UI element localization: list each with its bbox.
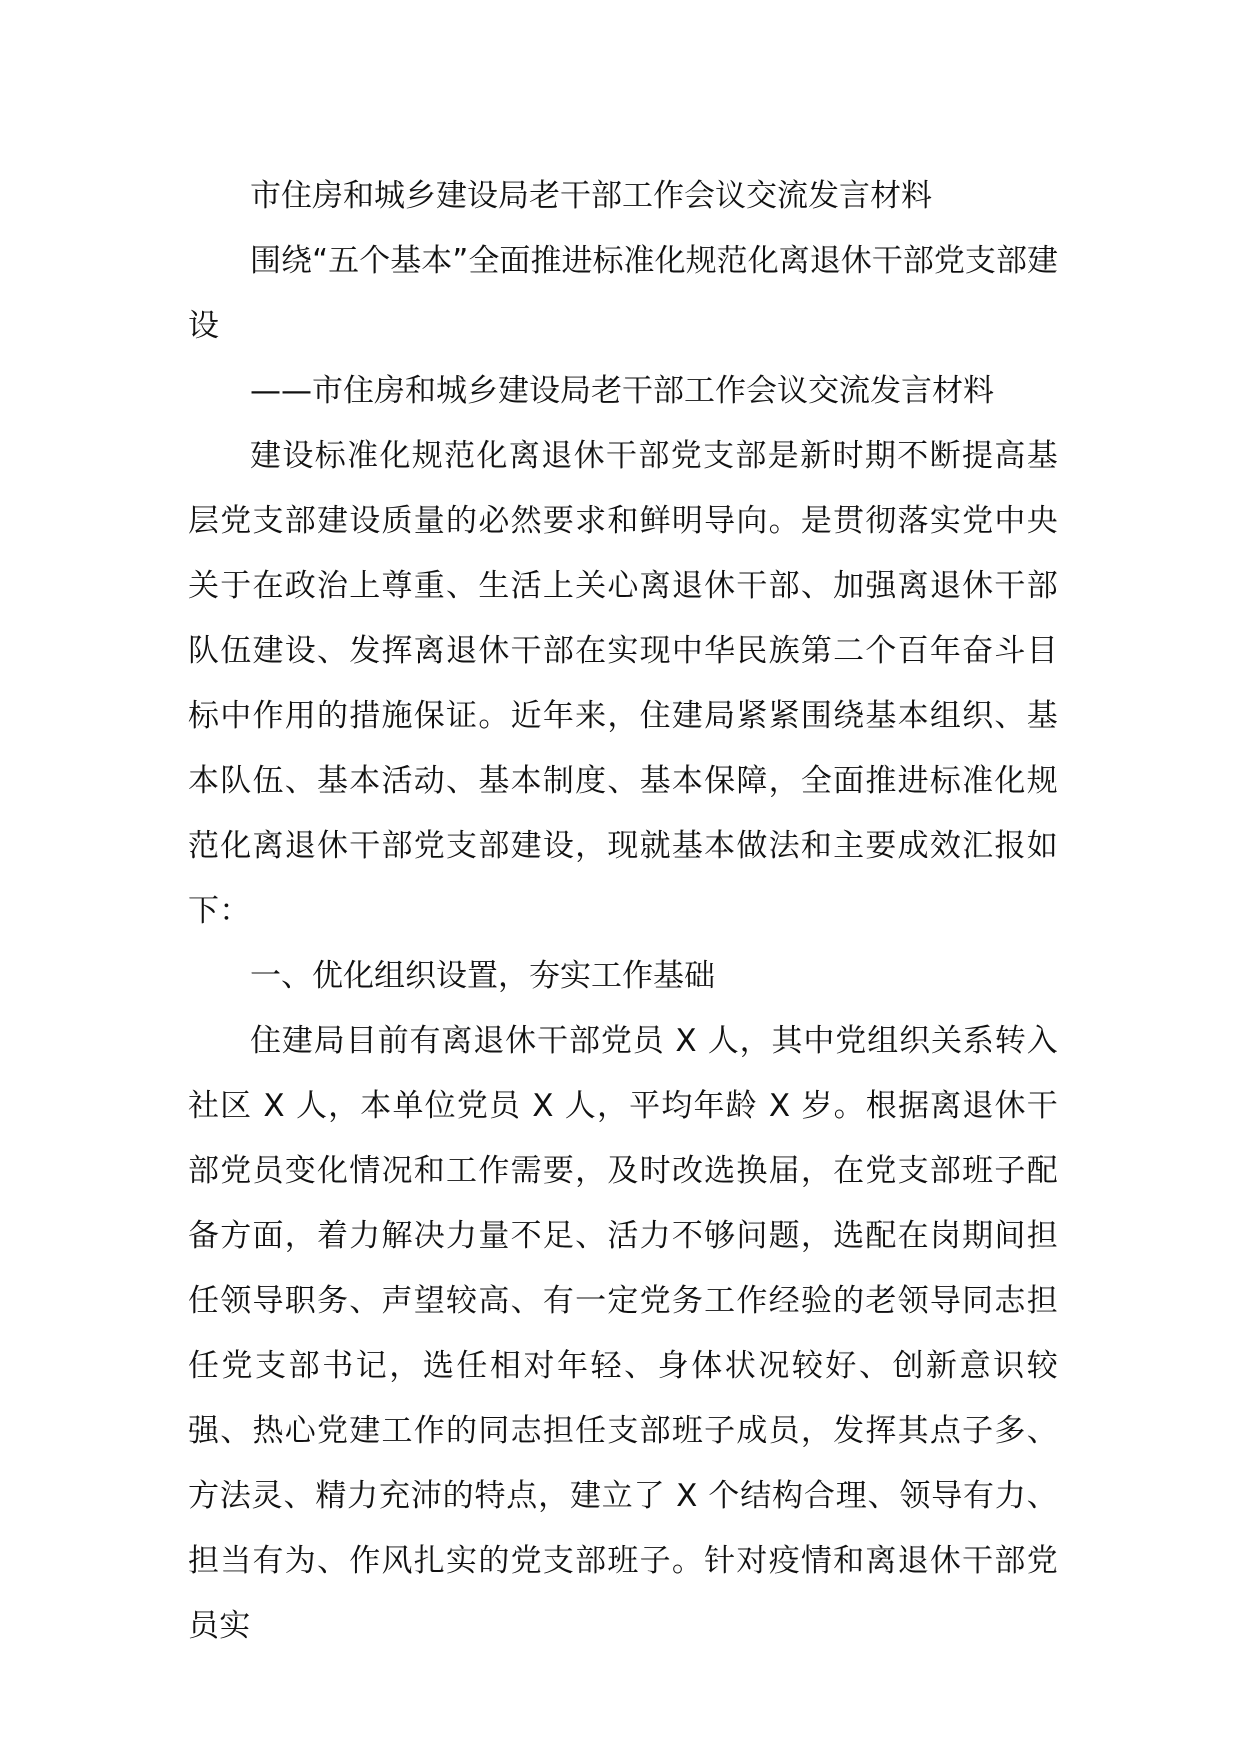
section-1-paragraph: 住建局目前有离退休干部党员 X 人，其中党组织关系转入社区 X 人，本单位党员 X 人，平均年龄 X 岁。根据离退休干部党员变化情况和工作需要，及时改选换届，在党支部班子配备方面，着力解决力量不足、活力不够问题，选配在岗期间担任领导职务、声望较高、有一定党务工作经验的老领导同志担任党支部书记，选任相对年轻、身体状况较好、创新意识较强、热心党建工作的同志担任支部班子成员，发挥其点子多、方法灵、精力充沛的特点，建立了 X 个结构合理、领导有力、担当有为、作风扎实的党支部班子。针对疫情和离退休干部党员实 [188,1023,1058,1644]
subtitle: ——市住房和城乡建设局老干部工作会议交流发言材料 [250,373,994,409]
section-1-heading: 一、优化组织设置，夯实工作基础 [250,958,715,994]
intro-paragraph: 建设标准化规范化离退休干部党支部是新时期不断提高基层党支部建设质量的必然要求和鲜明导向。是贯彻落实党中央关于在政治上尊重、生活上关心离退休干部、加强离退休干部队伍建设、发挥离退休干部在实现中华民族第二个百年奋斗目标中作用的措施保证。近年来，住建局紧紧围绕基本组织、基本队伍、基本活动、基本制度、基本保障，全面推进标准化规范化离退休干部党支部建设，现就基本做法和主要成效汇报如下： [188,438,1058,929]
header-title: 市住房和城乡建设局老干部工作会议交流发言材料 [250,178,932,214]
main-title: 围绕“五个基本”全面推进标准化规范化离退休干部党支部建设 [188,243,1058,344]
document-page [188,164,1058,1659]
